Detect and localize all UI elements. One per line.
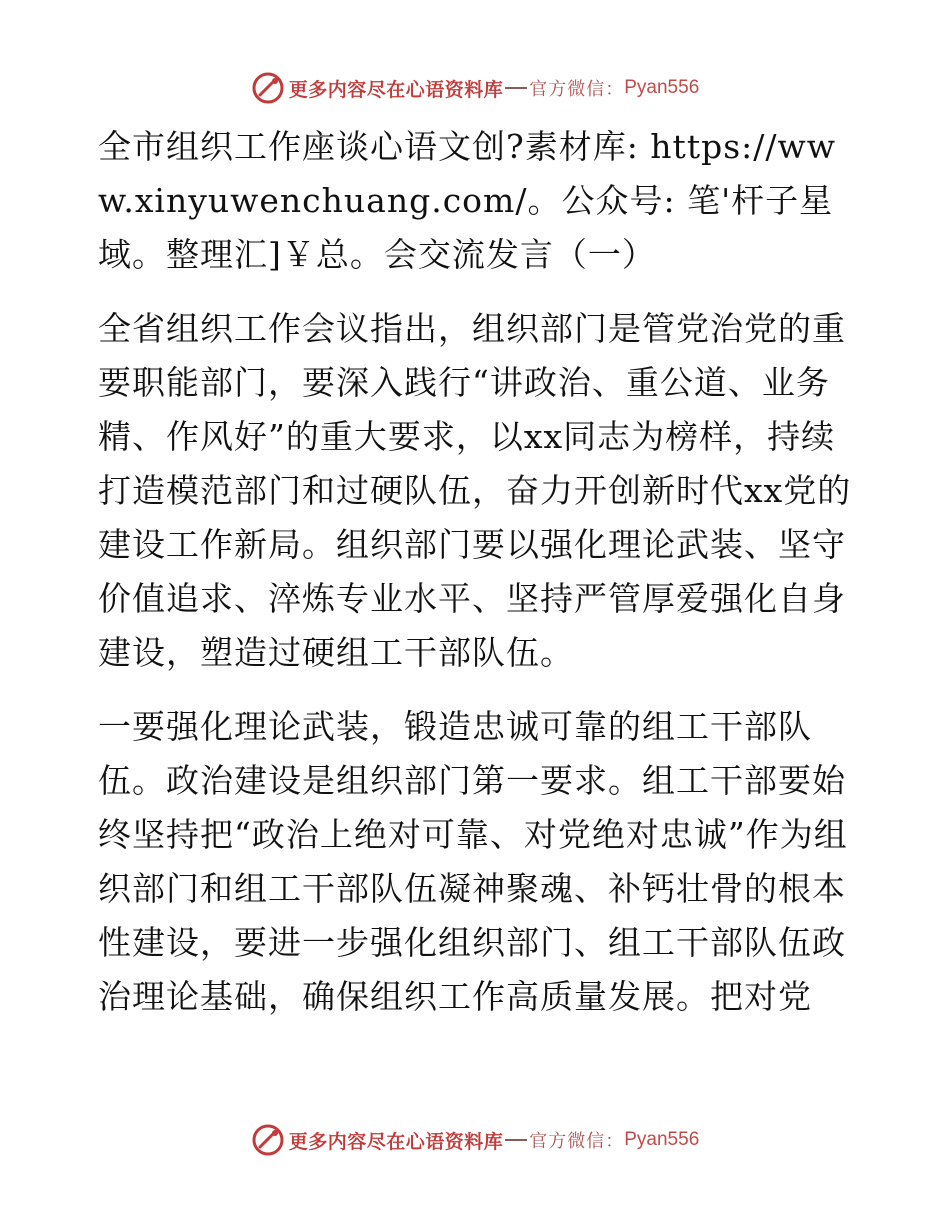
paragraph: 全省组织工作会议指出，组织部门是管党治党的重要职能部门，要深入践行“讲政治、重公道、业务精、作风好”的重大要求，以xx同志为榜样，持续打造模范部门和过硬队伍，奋力开创新时代xx党的建设工作新局。组织部门要以强化理论武装、坚守价值追求、淬炼专业水平、坚持严管厚爱强化自身建设，塑造过硬组工干部队伍。: [98, 309, 852, 672]
official-wechat-label: 官方微信：: [529, 79, 625, 100]
official-wechat-label: 官方微信：: [529, 1131, 625, 1152]
header-banner: [0, 68, 950, 108]
logo-icon: [251, 1123, 285, 1157]
separator-dash: [505, 1139, 527, 1141]
brand-text: 更多内容尽在心语资料库: [288, 78, 504, 101]
footer-banner: [0, 1120, 950, 1160]
document-body: [98, 120, 858, 1044]
logo-icon: [251, 71, 285, 105]
separator-dash: [505, 87, 527, 89]
paragraph: 一要强化理论武装，锻造忠诚可靠的组工干部队伍。政治建设是组织部门第一要求。组工干部要始终坚持把“政治上绝对可靠、对党绝对忠诚”作为组织部门和组工干部队伍凝神聚魂、补钙壮骨的根本性建设，要进一步强化组织部门、组工干部队伍政治理论基础，确保组织工作高质量发展。把对党: [98, 707, 848, 1016]
brand-text: 更多内容尽在心语资料库: [288, 1130, 504, 1153]
document-title: 全市组织工作座谈心语文创?素材库: https://www.xinyuwenchuang.com/。公众号: 笔'杆子星域。整理汇]￥总。会交流发言（一）: [98, 127, 836, 274]
wechat-handle: Pyan556: [624, 1129, 700, 1150]
wechat-handle: Pyan556: [624, 77, 700, 98]
